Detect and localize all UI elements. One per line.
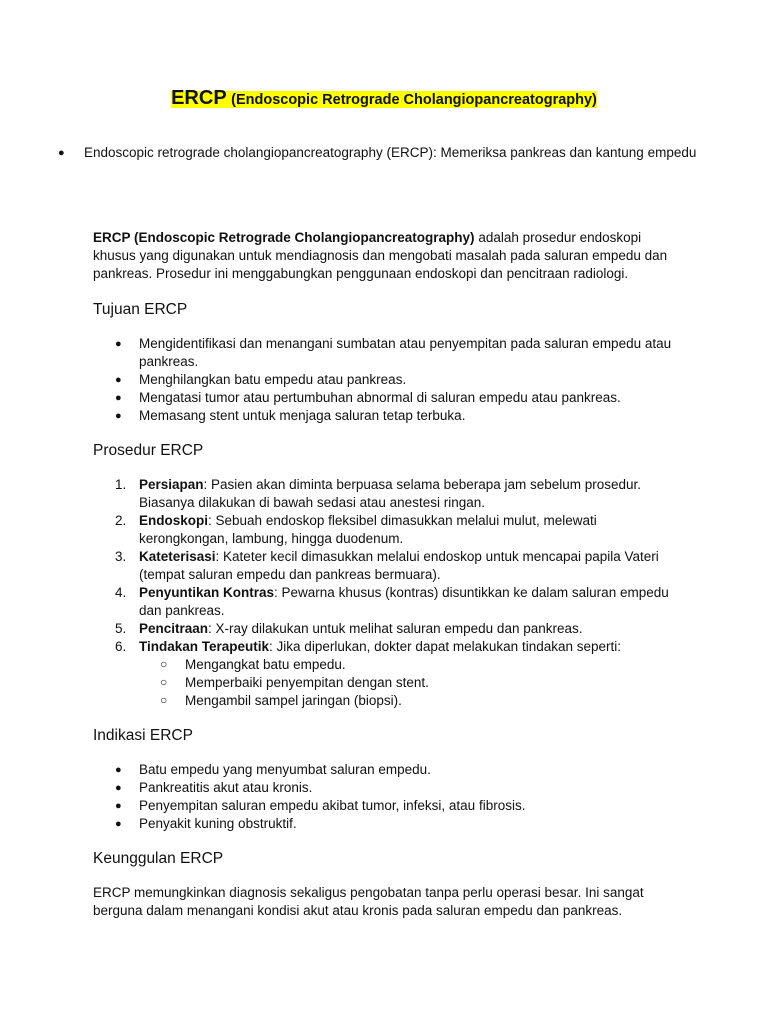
list-item xyxy=(93,584,683,620)
list-item xyxy=(93,548,683,584)
sublist-item-text: Mengambil sampel jaringan (biopsi). xyxy=(185,693,402,708)
list-item-text: Pankreatitis akut atau kronis. xyxy=(139,780,313,795)
title-main: ERCP xyxy=(171,87,227,109)
document-title xyxy=(0,87,768,110)
hollow-bullet-icon: ○ xyxy=(160,693,168,707)
list-item-bold: Persiapan xyxy=(139,477,204,492)
bullet-dot-icon: ● xyxy=(115,782,122,794)
list-number: 5. xyxy=(115,621,127,636)
intro-bold: ERCP (Endoscopic Retrograde Cholangiopancreatography) xyxy=(93,230,475,245)
list-item xyxy=(93,389,683,407)
list-item xyxy=(93,620,683,638)
indikasi-list xyxy=(93,761,683,833)
heading-keunggulan: Keunggulan ERCP xyxy=(93,850,224,867)
list-number: 6. xyxy=(115,639,127,654)
list-item-text: Batu empedu yang menyumbat saluran empedu. xyxy=(139,762,431,777)
document-body xyxy=(93,229,683,920)
title-highlight xyxy=(171,87,597,109)
hollow-bullet-icon: ○ xyxy=(160,657,168,671)
list-item xyxy=(93,371,683,389)
bullet-dot-icon: ● xyxy=(115,818,122,830)
bullet-dot-icon: ● xyxy=(115,338,122,350)
list-item-text: Menghilangkan batu empedu atau pankreas. xyxy=(139,372,407,387)
list-item-text: : Pasien akan diminta berpuasa selama beberapa jam sebelum prosedur. Biasanya dilakukan di bawah sedasi atau anestesi ringan. xyxy=(139,477,642,510)
title-sub: (Endoscopic Retrograde Cholangiopancreatography) xyxy=(231,92,597,108)
bullet-dot-icon: ● xyxy=(115,374,122,386)
tujuan-list xyxy=(93,335,683,425)
tindakan-sublist xyxy=(139,656,683,710)
list-item-text: : X-ray dilakukan untuk melihat saluran empedu dan pankreas. xyxy=(208,621,583,636)
list-item-text: : Jika diperlukan, dokter dapat melakukan tindakan seperti: xyxy=(269,639,622,654)
list-item-text: : Kateter kecil dimasukkan melalui endoskop untuk mencapai papila Vateri (tempat saluran empedu dan pankreas bermuara). xyxy=(139,549,659,582)
intro-paragraph xyxy=(93,229,683,283)
list-item-bold: Pencitraan xyxy=(139,621,209,636)
sublist-item xyxy=(93,674,683,692)
prosedur-list xyxy=(93,476,683,710)
list-item-text: Mengidentifikasi dan menangani sumbatan atau penyempitan pada saluran empedu atau pankreas. xyxy=(139,336,672,369)
heading-indikasi: Indikasi ERCP xyxy=(93,727,193,744)
list-item xyxy=(93,761,683,779)
sublist-item-text: Memperbaiki penyempitan dengan stent. xyxy=(185,675,429,690)
list-number: 2. xyxy=(115,513,127,528)
sublist-item-text: Mengangkat batu empedu. xyxy=(185,657,346,672)
bullet-dot-icon: ● xyxy=(115,800,122,812)
top-bullet-item xyxy=(58,144,698,162)
list-number: 4. xyxy=(115,585,127,600)
bullet-dot-icon: ● xyxy=(115,392,122,404)
list-item-bold: Tindakan Terapeutik xyxy=(139,639,270,654)
list-item-text: Mengatasi tumor atau pertumbuhan abnormal di saluran empedu atau pankreas. xyxy=(139,390,621,405)
list-item xyxy=(93,797,683,815)
list-item xyxy=(93,407,683,425)
hollow-bullet-icon: ○ xyxy=(160,675,168,689)
intro-text: adalah prosedur endoskopi khusus yang digunakan untuk mendiagnosis dan mengobati masalah pada saluran empedu dan pankreas. Prosedur ini menggabungkan penggunaan endoskopi dan pencitraan radiologi. xyxy=(93,230,668,281)
list-item-text: : Sebuah endoskop fleksibel dimasukkan melalui mulut, melewati kerongkongan, lambung, hingga duodenum. xyxy=(139,513,597,546)
bullet-dot-icon: ● xyxy=(58,147,65,159)
list-item-bold: Kateterisasi xyxy=(139,549,216,564)
heading-prosedur: Prosedur ERCP xyxy=(93,442,204,459)
bullet-dot-icon: ● xyxy=(115,410,122,422)
list-item-bold: Penyuntikan Kontras xyxy=(139,585,275,600)
list-number: 1. xyxy=(115,477,127,492)
list-item xyxy=(93,335,683,371)
keunggulan-paragraph: ERCP memungkinkan diagnosis sekaligus pengobatan tanpa perlu operasi besar. Ini sangat berguna dalam menangani kondisi akut atau kronis pada saluran empedu dan pankreas. xyxy=(93,885,644,918)
sublist-item xyxy=(93,656,683,674)
sublist-item xyxy=(93,692,683,710)
list-item-text: Penyempitan saluran empedu akibat tumor, infeksi, atau fibrosis. xyxy=(139,798,526,813)
heading-tujuan: Tujuan ERCP xyxy=(93,301,188,318)
list-number: 3. xyxy=(115,549,127,564)
list-item xyxy=(93,815,683,833)
top-bullet-text: Endoscopic retrograde cholangiopancreatography (ERCP): Memeriksa pankreas dan kantung empedu xyxy=(84,145,697,160)
list-item-text: Memasang stent untuk menjaga saluran tetap terbuka. xyxy=(139,408,466,423)
list-item xyxy=(93,512,683,548)
list-item-text: : Pewarna khusus (kontras) disuntikkan ke dalam saluran empedu dan pankreas. xyxy=(139,585,669,618)
list-item xyxy=(93,779,683,797)
list-item-bold: Endoskopi xyxy=(139,513,209,528)
list-item-text: Penyakit kuning obstruktif. xyxy=(139,816,297,831)
bullet-dot-icon: ● xyxy=(115,764,122,776)
list-item xyxy=(93,476,683,512)
list-item xyxy=(93,638,683,710)
